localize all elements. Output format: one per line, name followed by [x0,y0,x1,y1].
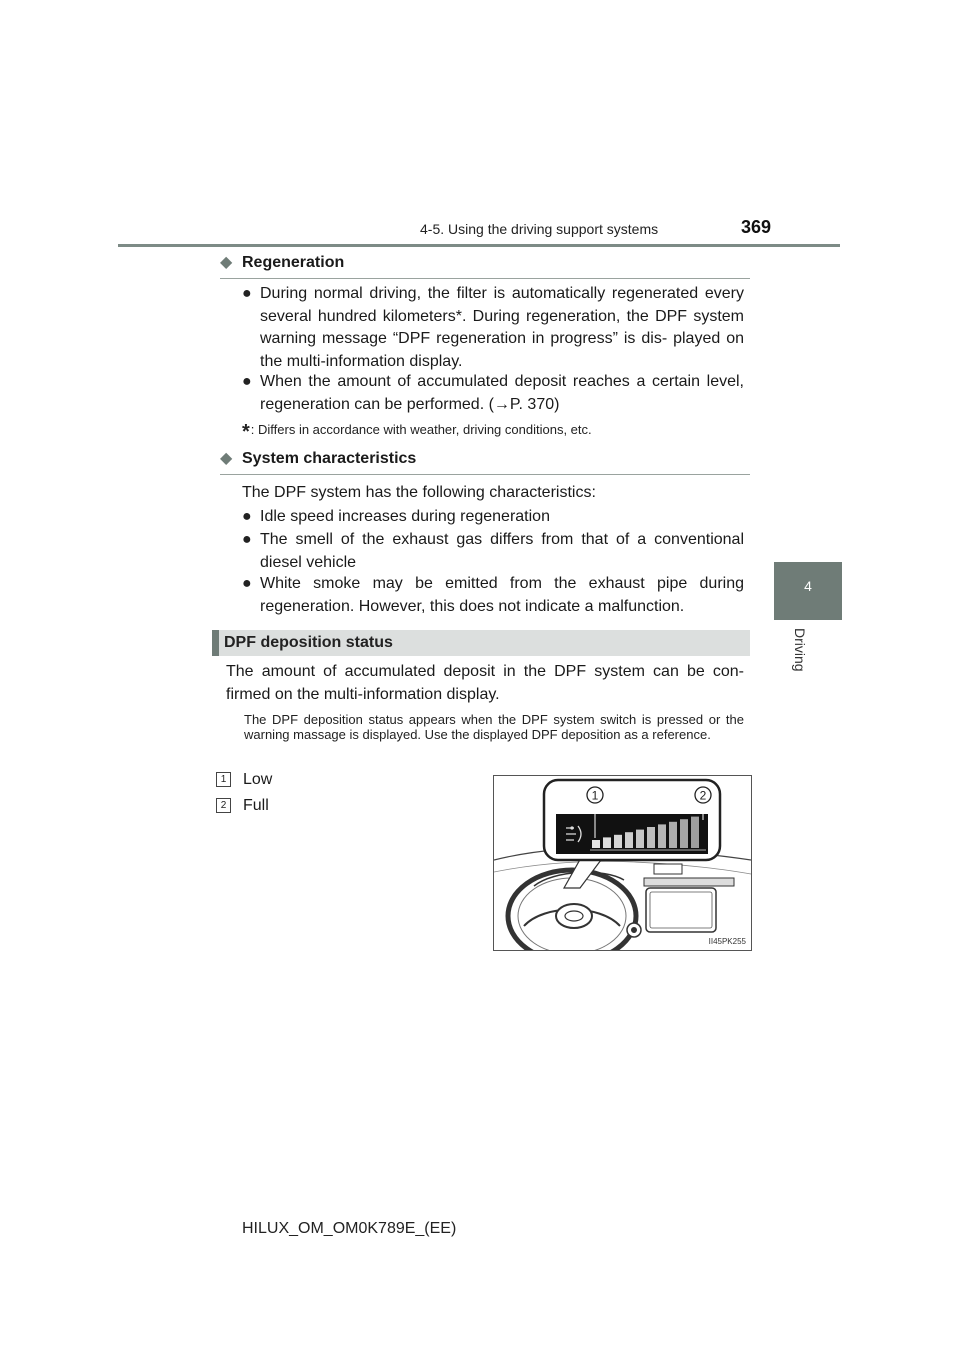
gauge-segment [636,830,644,848]
callout-full [216,797,269,815]
footnote: *: Differs in accordance with weather, driving conditions, etc. [242,421,592,443]
section-bar [212,630,750,656]
callout-label: Full [243,797,269,814]
gauge-segment [614,835,622,848]
header-divider [118,244,840,247]
list-item: ● The smell of the exhaust gas differs from that of a conventional diesel vehicle [242,531,744,571]
callout-marker-1 [587,787,603,803]
bullet-icon: ● [242,531,252,548]
svg-text:2: 2 [699,788,707,803]
bullet-icon: ● [242,508,252,525]
gauge-segment [658,824,666,848]
diamond-icon: ◆ [220,254,233,271]
callout-marker-2 [695,787,711,803]
regeneration-heading: ◆ Regeneration [220,252,750,279]
gauge-segment [669,822,677,848]
bullet-icon: ● [242,373,252,390]
bullet-icon: ● [242,285,252,302]
deposition-intro: The amount of accumulated deposit in the DPF system can be con- firmed on the multi-information display. [226,663,744,703]
gauge-segment [592,840,600,848]
gauge-segment [691,817,699,848]
gauge-segment [680,819,688,848]
list-item: ● During normal driving, the filter is automatically regenerated every several hundred kilometers*. During regeneration, the DPF system warning message “DPF regeneration in progress” is dis- played on the multi-information display. [242,285,744,370]
characteristics-intro: The DPF system has the following characteristics: [242,484,596,501]
page-number: 369 [741,217,772,237]
callout-label: Low [243,771,273,788]
gauge-segment [625,832,633,848]
svg-text:1: 1 [591,788,599,803]
callout-low [216,771,272,789]
section-title: DPF deposition status [224,634,393,651]
document-id: HILUX_OM_OM0K789E_(EE) [242,1220,457,1237]
diamond-icon: ◆ [220,450,233,467]
chapter-label: Driving [792,628,808,672]
deposition-note: The DPF deposition status appears when the DPF system switch is pressed or the warning massage is displayed. Use the displayed DPF deposition as a reference. [244,712,744,742]
list-item: ● Idle speed increases during regeneration [242,506,744,529]
gauge-segment [603,837,611,848]
figure-code: II45PK255 [708,937,746,946]
callout-number: 1 [216,772,231,787]
list-item: ● White smoke may be emitted from the exhaust pipe during regeneration. However, this does not indicate a malfunction. [242,575,744,615]
bullet-icon: ● [242,575,252,592]
characteristics-heading: ◆ System characteristics [220,448,750,475]
gauge-segment [647,827,655,848]
dashboard-illustration [493,775,752,951]
list-item: ● When the amount of accumulated deposit reaches a certain level, regeneration can be performed. (→P. 370) [242,373,744,413]
callout-number: 2 [216,798,231,813]
dashboard-drawing [494,776,751,950]
chapter-number: 4 [804,578,812,594]
header-section-title: 4-5. Using the driving support systems [420,221,659,237]
